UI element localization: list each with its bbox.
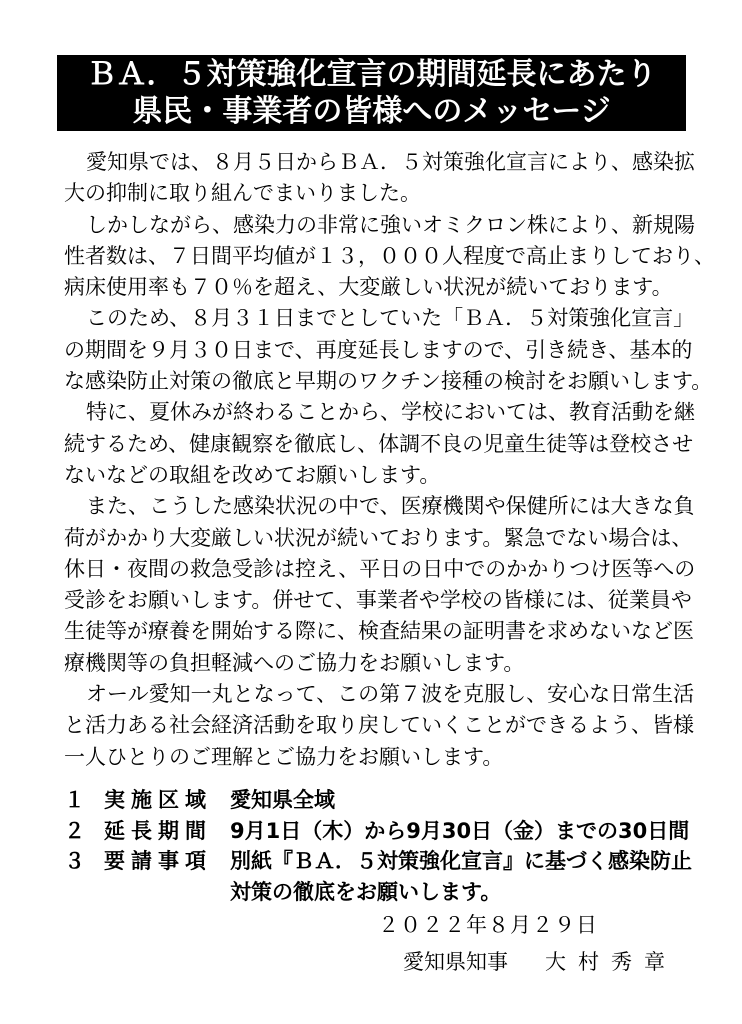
body-line: 一人ひとりのご理解とご協力をお願いします。 <box>64 744 504 769</box>
title-line: 県民・事業者の皆様へのメッセージ <box>132 94 611 129</box>
item-value <box>230 816 689 847</box>
signature <box>403 948 703 976</box>
body-line: の期間を９月３０日まで、再度延長しますので、引き続き、基本的 <box>64 337 693 362</box>
body-line: オール愛知一丸となって、この第７波を克服し、安心な日常生活 <box>86 682 695 707</box>
item-value-line: 愛知県全域 <box>230 788 335 812</box>
body-line: 受診をお願いします。併せて、事業者や学校の皆様には、従業員や <box>64 588 692 613</box>
body-line: また、こうした感染状況の中で、医療機関や保健所には大きな負 <box>86 494 695 519</box>
item-value <box>230 846 692 907</box>
item-label: 要請事項 <box>104 849 212 873</box>
body-line: 荷がかかり大変厳しい状況が続いております。緊急でない場合は、 <box>64 525 693 550</box>
body-line: このため、８月３１日までとしていた「ＢＡ．５対策強化宣言」 <box>86 306 695 331</box>
body-line: 性者数は、７日間平均値が１３，０００人程度で高止まりしており、 <box>64 243 715 268</box>
body-line: 病床使用率も７０％を超え、大変厳しい状況が続いております。 <box>64 275 673 300</box>
body-line: 生徒等が療養を開始する際に、検査結果の証明書を求めないなど医 <box>64 619 694 644</box>
body-line: しかしながら、感染力の非常に強いオミクロン株により、新規陽 <box>86 212 695 237</box>
item-row <box>64 816 692 847</box>
item-number: ３ <box>64 849 85 873</box>
body-line: 大の抑制に取り組んでまいりました。 <box>64 181 421 206</box>
item-value-line: 対策の徹底をお願いします。 <box>230 879 502 904</box>
paragraph <box>64 397 715 491</box>
title-line: ＢＡ．５対策強化宣言の期間延長にあたり <box>86 57 657 92</box>
item-number: ２ <box>64 818 85 843</box>
body-line: 特に、夏休みが終わることから、学校においては、教育活動を継 <box>86 400 695 425</box>
issue-date: ２０２２年８月２９日 <box>378 913 598 937</box>
body-line: な感染防止対策の徹底と早期のワクチン接種の検討をお願いします。 <box>64 369 713 394</box>
item-value-line: 別紙『ＢＡ．５対策強化宣言』に基づく感染防止 <box>230 849 692 873</box>
signatory-title: 愛知県知事 <box>403 950 508 974</box>
item-number: １ <box>64 788 85 812</box>
item-value <box>230 785 335 816</box>
item-row <box>64 785 692 816</box>
item-value-line: 9月1日（木）から9月30日（金）までの30日間 <box>230 818 690 843</box>
body-line: 療機関等の負担軽減へのご協力をお願いします。 <box>64 650 525 675</box>
paragraph <box>64 303 715 397</box>
signatory-name: 大村秀章 <box>545 950 677 974</box>
body-line: 愛知県では、８月５日からＢＡ．５対策強化宣言により、感染拡 <box>86 150 695 174</box>
items-list <box>64 785 692 907</box>
paragraph <box>64 491 715 679</box>
message-body <box>64 147 715 773</box>
body-line: と活力ある社会経済活動を取り戻していくことができるよう、皆様 <box>64 713 694 738</box>
paragraph <box>64 147 715 210</box>
title-banner <box>57 55 686 131</box>
item-label: 実施区域 <box>104 788 212 812</box>
item-label: 延長期間 <box>104 818 212 843</box>
body-line: 続するため、健康観察を徹底し、体調不良の児童生徒等は登校させ <box>64 431 694 456</box>
body-line: ないなどの取組を改めてお願いします。 <box>64 462 441 487</box>
item-row <box>64 846 692 907</box>
body-line: 休日・夜間の救急受診は控え、平日の日中でのかかりつけ医等への <box>64 556 696 581</box>
paragraph <box>64 679 715 773</box>
paragraph <box>64 210 715 304</box>
